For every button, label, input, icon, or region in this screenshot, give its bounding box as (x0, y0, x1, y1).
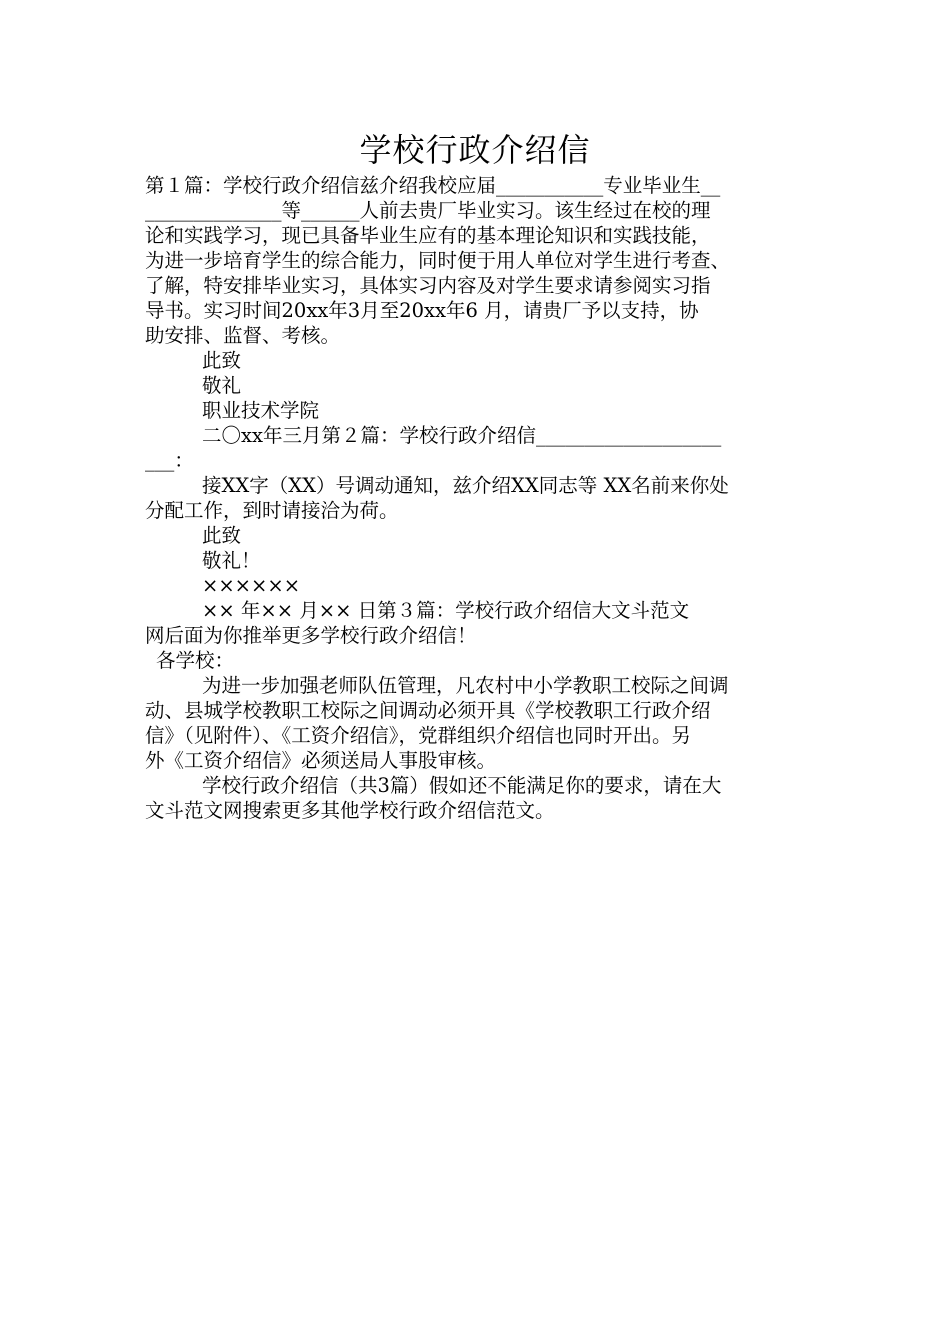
part1-line-1: 第１篇：学校行政介绍信兹介绍我校应届___________专业毕业生__ (145, 174, 721, 197)
part3-header-line-1: ×× 年×× 月×× 日第３篇：学校行政介绍信大文斗范文 (202, 599, 690, 622)
part1-line-6: 导书。实习时间20xx年3月至20xx年6 月，请贵厂予以支持，协 (145, 299, 699, 322)
part1-line-2: ______________等______人前去贵厂毕业实习。该生经过在校的理 (145, 199, 711, 222)
document-body (145, 173, 810, 823)
part1-line-3: 论和实践学习，现已具备毕业生应有的基本理论知识和实践技能， (145, 224, 711, 247)
part3-body-line-4: 外《工资介绍信》必须送局人事股审核。 (145, 749, 497, 772)
part1-closing-2: 敬礼 (202, 374, 242, 397)
part3-footer-line-1: 学校行政介绍信（共3篇）假如还不能满足你的要求，请在大 (202, 774, 722, 797)
part1-signature: 职业技术学院 (202, 399, 320, 422)
part2-body-line-1: 接XX字（XX）号调动通知，兹介绍XX同志等 XX名前来你处 (202, 474, 729, 497)
part1-closing-1: 此致 (202, 349, 242, 372)
part2-body-line-2: 分配工作，到时请接洽为荷。 (145, 499, 399, 522)
part1-line-5: 了解，特安排毕业实习，具体实习内容及对学生要求请参阅实习指 (145, 274, 711, 297)
part3-body-line-3: 信》（见附件）、《工资介绍信》，党群组织介绍信也同时开出。另 (145, 724, 692, 747)
part2-header-line-2: ___： (145, 449, 194, 472)
part3-salutation: 各学校： (156, 649, 235, 672)
part2-closing-1: 此致 (202, 524, 242, 547)
part2-signature: ×××××× (202, 574, 301, 597)
part3-header-line-2: 网后面为你推举更多学校行政介绍信！ (145, 624, 477, 647)
part1-line-4: 为进一步培育学生的综合能力，同时便于用人单位对学生进行考查、 (145, 249, 731, 272)
part3-body-line-2: 动、县城学校教职工校际之间调动必须开具《学校教职工行政介绍 (145, 699, 711, 722)
part3-footer-line-2: 文斗范文网搜索更多其他学校行政介绍信范文。 (145, 799, 555, 822)
part2-header-line-1: 二〇xx年三月第２篇：学校行政介绍信___________________ (202, 424, 722, 447)
document-title: 学校行政介绍信 (359, 131, 591, 169)
part1-line-7: 助安排、监督、考核。 (145, 324, 341, 347)
part3-body-line-1: 为进一步加强老师队伍管理，凡农村中小学教职工校际之间调 (202, 674, 729, 697)
part2-closing-2: 敬礼！ (202, 549, 261, 572)
